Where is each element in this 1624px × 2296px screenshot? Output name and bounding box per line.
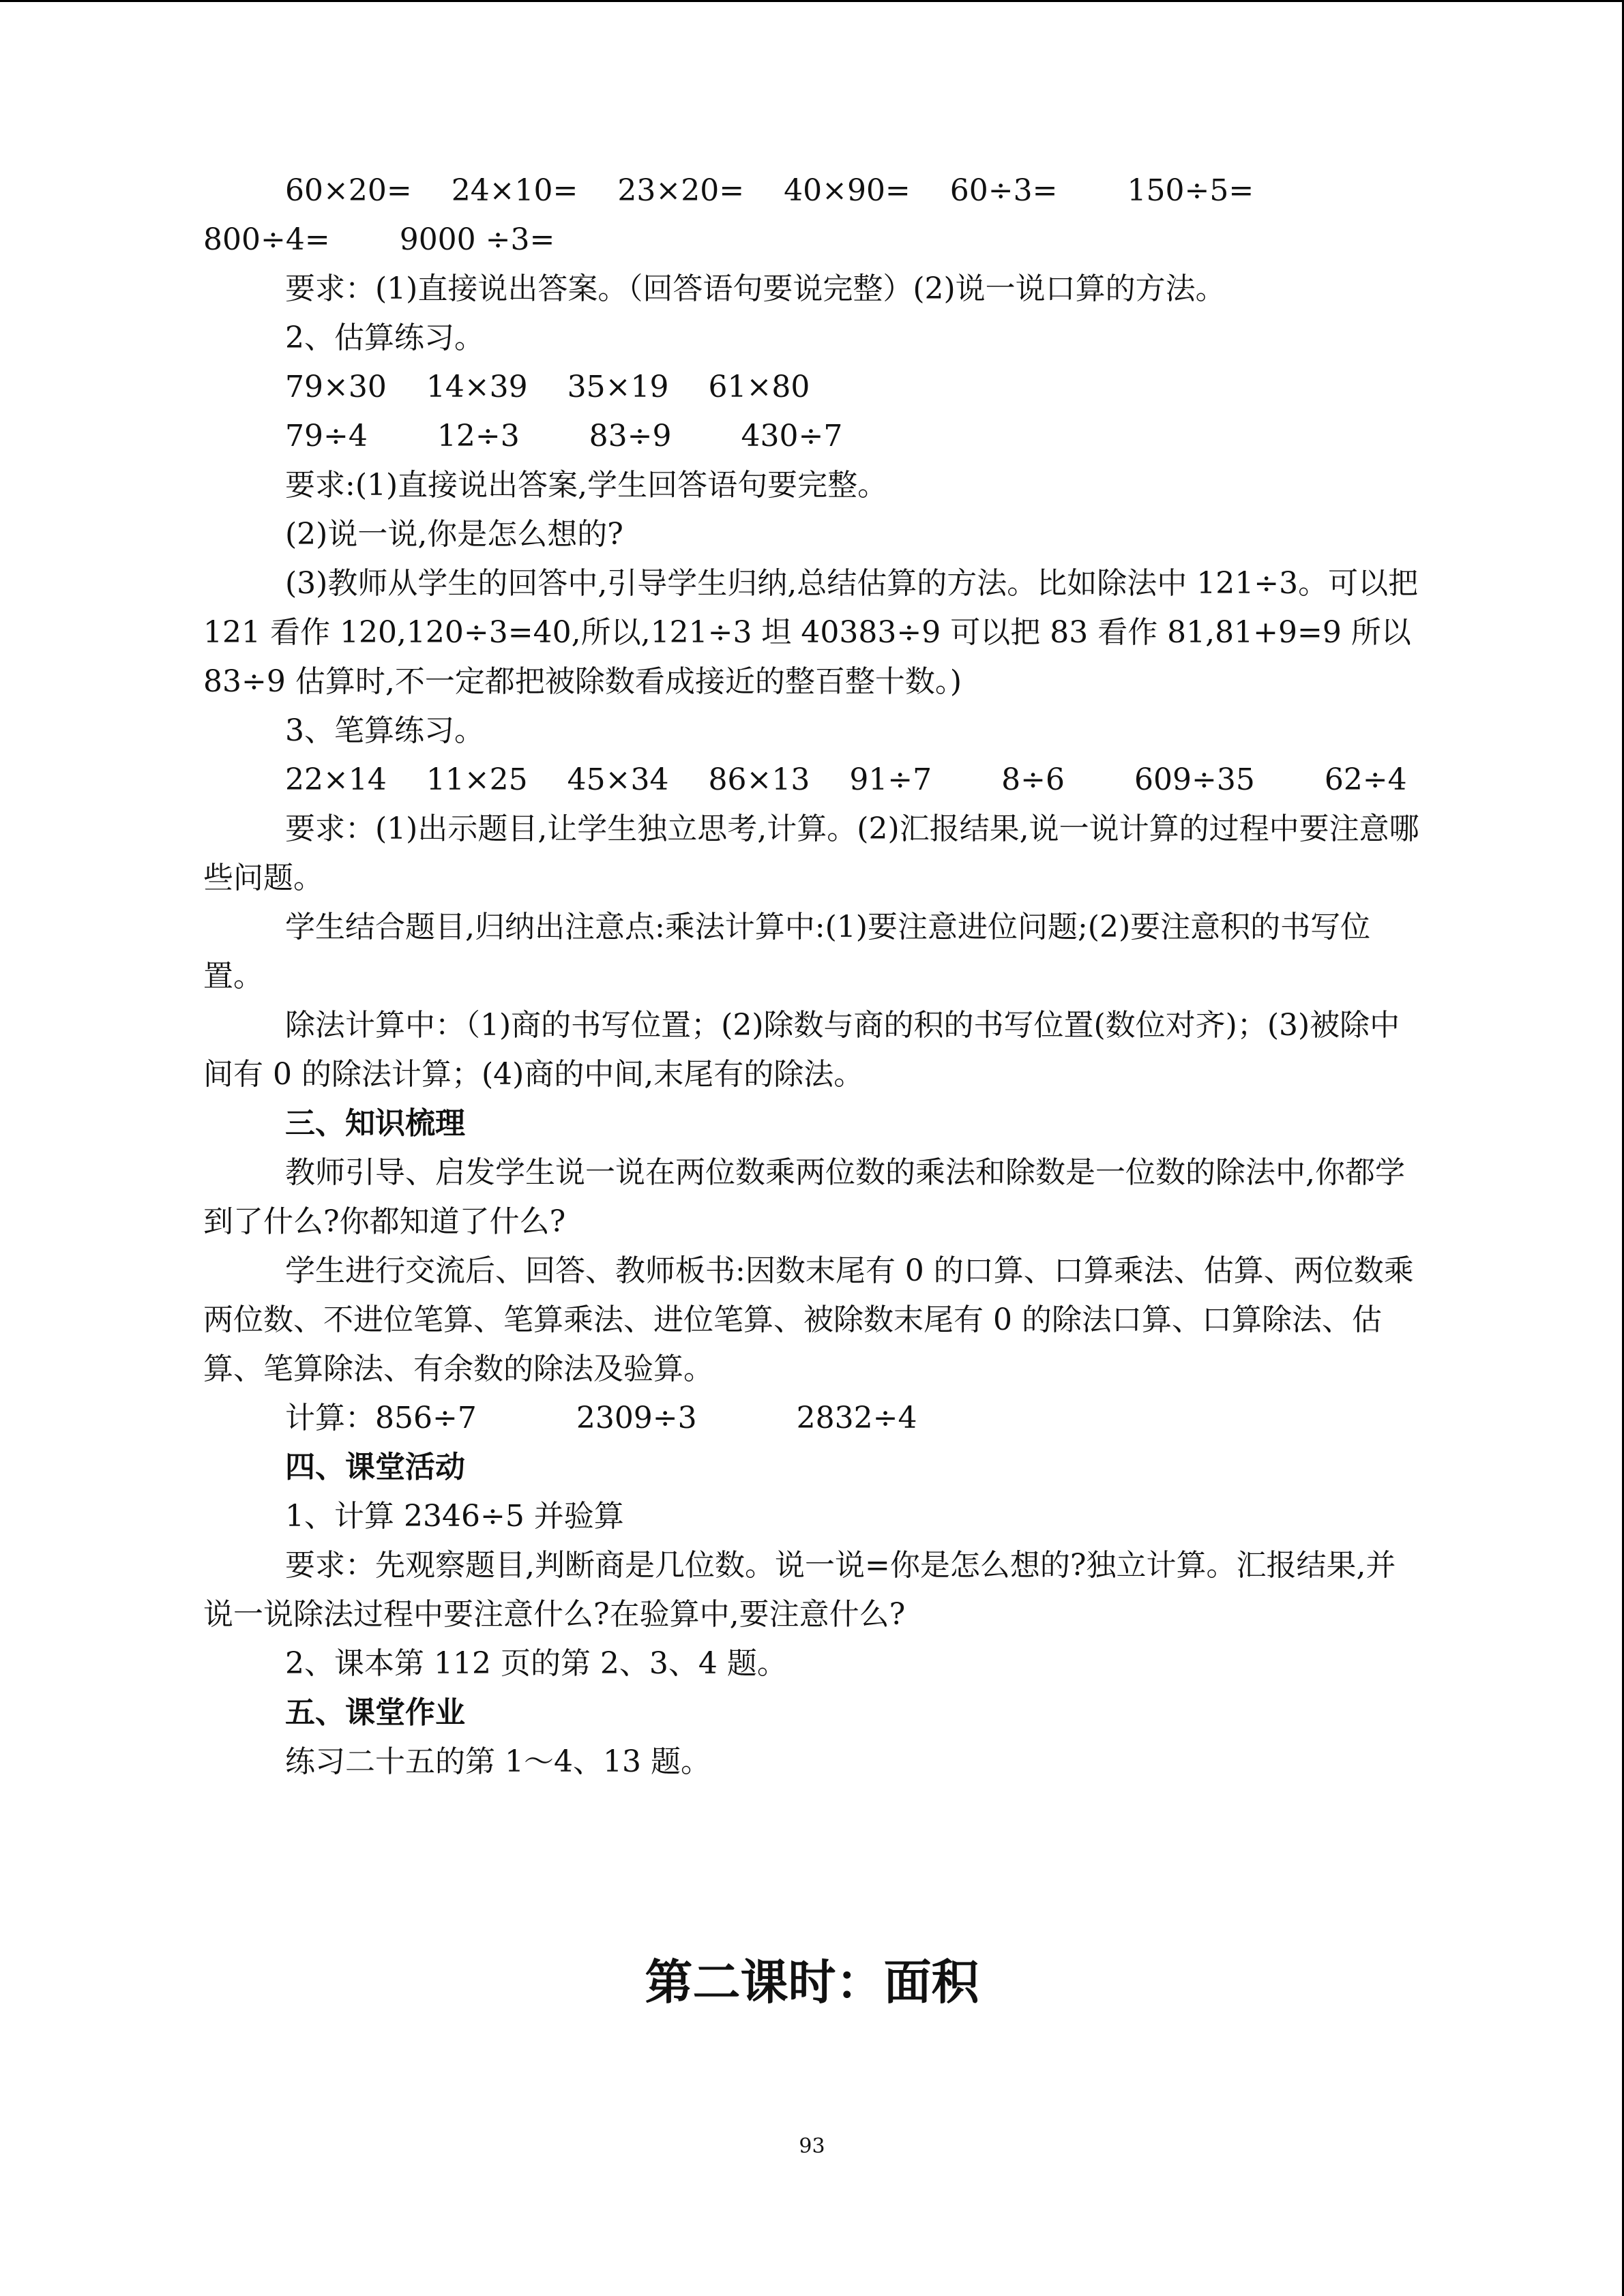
paragraph-estimation-divide: 79÷4 12÷3 83÷9 430÷7 bbox=[285, 419, 843, 453]
heading-homework: 五、课堂作业 bbox=[285, 1695, 465, 1730]
section-title: 第二课时：面积 bbox=[645, 1954, 979, 2010]
paragraph-requirement-2b: (2)说一说,你是怎么想的? bbox=[285, 517, 623, 552]
paragraph-multiplication-notes: 学生结合题目,归纳出注意点:乘法计算中:(1)要注意进位问题;(2)要注意积的书写位置。 bbox=[203, 910, 1371, 994]
paragraph-activity-2: 2、课本第 112 页的第 2、3、4 题。 bbox=[285, 1646, 787, 1681]
top-border bbox=[0, 0, 1624, 2]
paragraph-written-problems: 22×14 11×25 45×34 86×13 91÷7 8÷6 609÷35 62÷4 bbox=[285, 762, 1407, 797]
paragraph-compute: 计算：856÷7 2309÷3 2832÷4 bbox=[285, 1401, 917, 1435]
heading-class-activity: 四、课堂活动 bbox=[285, 1450, 465, 1485]
paragraph-requirement-1: 要求：(1)直接说出答案。（回答语句要说完整）(2)说一说口算的方法。 bbox=[285, 271, 1226, 306]
paragraph-estimation-multiply: 79×30 14×39 35×19 61×80 bbox=[285, 370, 810, 404]
paragraph-requirement-2c: (3)教师从学生的回答中,引导学生归纳,总结估算的方法。比如除法中 121÷3。可以把 121 看作 120,120÷3=40,所以,121÷3 坦 40383÷9 可以把 83 看作 81,81+9=9 所以 83÷9 估算时,不一定都把被除数看成接近的整百整十数。) bbox=[203, 566, 1428, 699]
paragraph-estimation-heading: 2、估算练习。 bbox=[285, 320, 484, 355]
paragraph-activity-1: 1、计算 2346÷5 并验算 bbox=[285, 1499, 624, 1534]
paragraph-written-heading: 3、笔算练习。 bbox=[285, 713, 484, 748]
paragraph-student-exchange: 学生进行交流后、回答、教师板书:因数末尾有 0 的口算、口算乘法、估算、两位数乘两位数、不进位笔算、笔算乘法、进位笔算、被除数末尾有 0 的除法口算、口算除法、估算、笔算除法、有余数的除法及验算。 bbox=[203, 1253, 1414, 1386]
paragraph-requirement-3: 要求：(1)出示题目,让学生独立思考,计算。(2)汇报结果,说一说计算的过程中要注意哪些问题。 bbox=[203, 811, 1419, 895]
paragraph-requirement-2: 要求:(1)直接说出答案,学生回答语句要完整。 bbox=[285, 468, 888, 503]
paragraph-activity-requirement: 要求：先观察题目,判断商是几位数。说一说=你是怎么想的?独立计算。汇报结果,并说一说除法过程中要注意什么?在验算中,要注意什么? bbox=[203, 1548, 1396, 1632]
paragraph-mental-math: 60×20= 24×10= 23×20= 40×90= 60÷3= 150÷5= 800÷4= 9000 ÷3= bbox=[203, 173, 1324, 257]
document-body bbox=[203, 166, 1428, 1787]
page-number: 93 bbox=[799, 2134, 825, 2158]
heading-knowledge-review: 三、知识梳理 bbox=[285, 1106, 465, 1141]
paragraph-division-notes: 除法计算中：（1)商的书写位置；(2)除数与商的积的书写位置(数位对齐)；(3)被除中间有 0 的除法计算；(4)商的中间,末尾有的除法。 bbox=[203, 1008, 1400, 1092]
paragraph-teacher-guide: 教师引导、启发学生说一说在两位数乘两位数的乘法和除数是一位数的除法中,你都学到了什么?你都知道了什么? bbox=[203, 1155, 1405, 1239]
paragraph-homework: 练习二十五的第 1～4、13 题。 bbox=[285, 1744, 711, 1779]
